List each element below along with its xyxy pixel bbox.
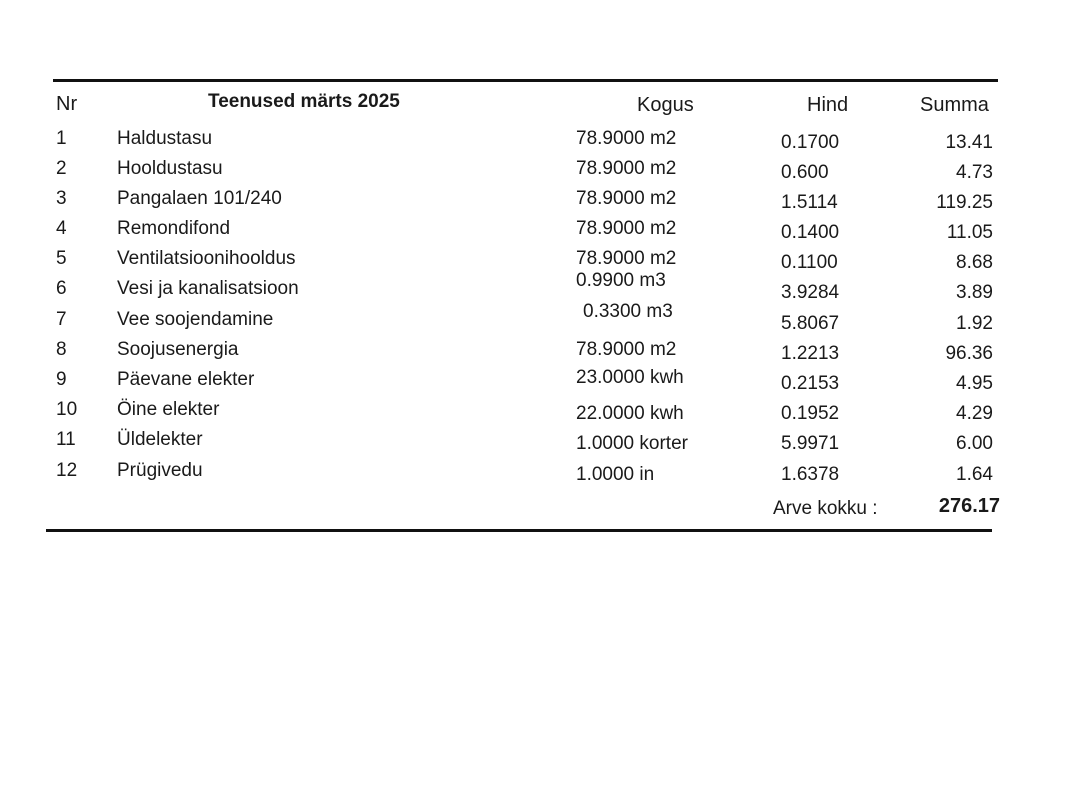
- row-service-name: Haldustasu: [117, 128, 213, 149]
- header-summa: Summa: [920, 94, 989, 116]
- row-hind: 0.2153: [781, 373, 840, 394]
- row-summa: 3.89: [956, 282, 993, 303]
- total-value: 276.17: [938, 495, 1000, 517]
- row-summa: 1.92: [956, 313, 993, 334]
- row-service-name: Hooldustasu: [117, 158, 223, 179]
- row-service-name: Remondifond: [117, 218, 231, 239]
- row-nr: 11: [56, 429, 76, 450]
- row-summa: 8.68: [956, 252, 993, 273]
- row-kogus: 0.9900 m3: [576, 270, 666, 291]
- row-summa: 4.73: [956, 162, 993, 183]
- row-service-name: Pangalaen 101/240: [117, 188, 282, 209]
- row-kogus: 78.9000 m2: [576, 128, 677, 149]
- row-nr: 8: [56, 339, 67, 360]
- row-kogus: 78.9000 m2: [576, 188, 677, 209]
- row-nr: 7: [56, 309, 67, 330]
- bottom-divider: [46, 529, 992, 532]
- row-hind: 0.600: [781, 162, 829, 183]
- row-kogus: 1.0000 in: [576, 464, 655, 485]
- row-kogus: 0.3300 m3: [583, 301, 673, 322]
- row-summa: 1.64: [956, 464, 993, 485]
- row-nr: 4: [56, 218, 67, 239]
- row-service-name: Vesi ja kanalisatsioon: [117, 278, 299, 299]
- row-summa: 11.05: [946, 222, 993, 243]
- row-service-name: Vee soojendamine: [117, 309, 274, 330]
- row-summa: 4.29: [956, 403, 993, 424]
- row-service-name: Soojusenergia: [117, 339, 239, 360]
- row-hind: 1.6378: [781, 464, 840, 485]
- row-hind: 3.9284: [781, 282, 840, 303]
- row-nr: 10: [56, 399, 78, 420]
- row-nr: 12: [56, 460, 78, 481]
- row-hind: 5.8067: [781, 313, 840, 334]
- row-summa: 6.00: [956, 433, 993, 454]
- row-hind: 0.1400: [781, 222, 840, 243]
- row-summa: 96.36: [945, 343, 993, 364]
- row-hind: 0.1700: [781, 132, 840, 153]
- top-divider: [53, 79, 998, 82]
- row-nr: 6: [56, 278, 67, 299]
- row-kogus: 78.9000 m2: [576, 158, 677, 179]
- row-service-name: Prügivedu: [117, 460, 203, 481]
- row-nr: 3: [56, 188, 67, 209]
- header-hind: Hind: [807, 94, 849, 116]
- row-nr: 5: [56, 248, 67, 269]
- header-nr: Nr: [56, 93, 78, 115]
- row-summa: 119.25: [936, 192, 993, 213]
- row-summa: 13.41: [945, 132, 993, 153]
- row-service-name: Päevane elekter: [117, 369, 255, 390]
- row-kogus: 22.0000 kwh: [576, 403, 684, 424]
- row-summa: 4.95: [956, 373, 993, 394]
- row-hind: 5.9971: [781, 433, 840, 454]
- row-service-name: Öine elekter: [117, 399, 220, 420]
- row-nr: 2: [56, 158, 67, 179]
- row-nr: 9: [56, 369, 67, 390]
- total-label: Arve kokku :: [773, 498, 878, 519]
- row-hind: 1.2213: [781, 343, 840, 364]
- row-service-name: Ventilatsioonihooldus: [117, 248, 296, 269]
- header-kogus: Kogus: [637, 94, 694, 116]
- row-kogus: 78.9000 m2: [576, 218, 677, 239]
- row-kogus: 78.9000 m2: [576, 339, 677, 360]
- row-kogus: 23.0000 kwh: [576, 367, 684, 388]
- row-service-name: Üldelekter: [117, 429, 203, 450]
- row-hind: 1.5114: [781, 192, 838, 213]
- row-kogus: 78.9000 m2: [576, 248, 677, 269]
- row-nr: 1: [56, 128, 67, 149]
- row-hind: 0.1100: [781, 252, 838, 273]
- row-hind: 0.1952: [781, 403, 840, 424]
- row-kogus: 1.0000 korter: [576, 433, 688, 454]
- header-title: Teenused märts 2025: [208, 91, 400, 112]
